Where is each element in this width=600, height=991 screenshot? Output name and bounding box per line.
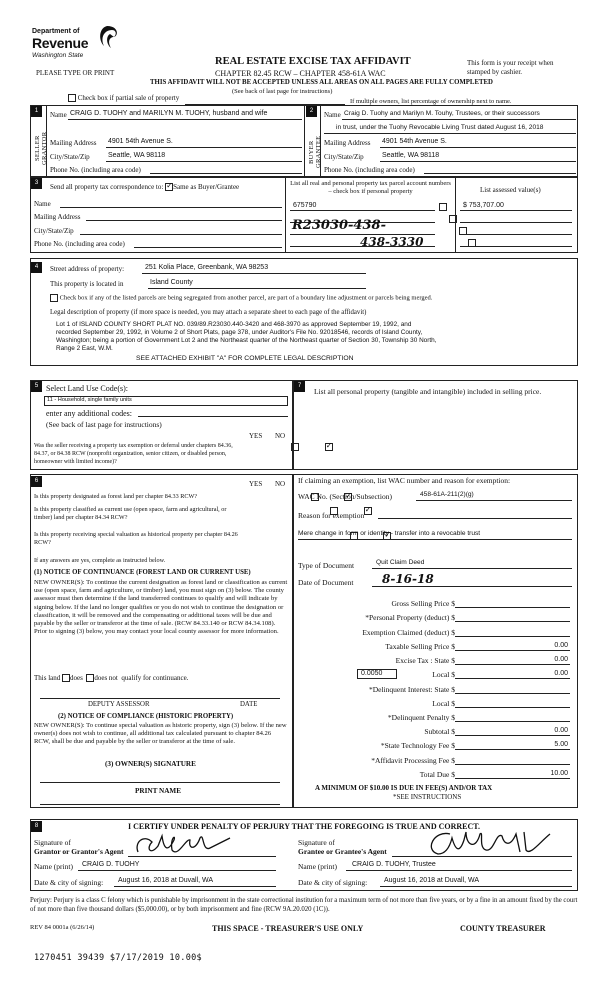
if-yes-note: If any answers are yes, complete as instructed below. [34, 557, 166, 564]
seller-city-label: City/State/Zip [50, 153, 90, 161]
sec3-phone-label: Phone No. (including area code) [34, 240, 125, 248]
please-type: PLEASE TYPE OR PRINT [36, 69, 115, 77]
partial-sale [68, 94, 179, 102]
fee-value[interactable]: 0.00 [554, 727, 568, 734]
segregate-label: Check box if any of the listed parcels are being segregated from another parcel, are part of a boundary line adjustment or parcels being merged. [59, 294, 433, 302]
does-label: does [70, 674, 83, 682]
grantor-sig-label-2: Grantor or Grantor's Agent [34, 847, 124, 856]
segregate-checkbox[interactable] [50, 294, 58, 302]
seller-name-label: Name [50, 111, 67, 119]
grantor-date-label: Date & city of signing: [34, 878, 104, 887]
section-2-badge: 2 [306, 106, 317, 117]
same-as-buyer-checkbox[interactable] [165, 183, 173, 191]
sec5-see-back: (See back of last page for instructions) [46, 420, 162, 429]
doc-date-label: Date of Document [298, 578, 354, 587]
handwritten-parcel-2: 438-3330 [360, 235, 424, 249]
historic-text: NEW OWNER(S): To continue special valuation as historic property, sign (3) below. If the new owner(s) does not wish to continue, all additional tax calculated pursuant to chapter 84.26 RCW, shall be due and payable by the seller or transferor at the time of sale. [34, 722, 287, 745]
fee-label: *Personal Property (deduct) $ [365, 613, 455, 622]
form-chapters: CHAPTER 82.45 RCW – CHAPTER 458-61A WAC [215, 69, 386, 78]
dor-logo [26, 24, 126, 68]
seller-grantor-label: SELLER GRANTOR [34, 131, 48, 165]
grantee-name[interactable]: CRAIG D. TUOHY, Trustee [352, 861, 436, 868]
fee-label: *Delinquent Penalty $ [387, 713, 455, 722]
current-use-question: Is this property classified as current use (open space, farm and agricultural, or timber) land per chapter 84.34 RCW? [34, 506, 227, 521]
doc-type-value[interactable]: Quit Claim Deed [376, 559, 425, 566]
rev-number: REV 84 0001a (6/26/14) [30, 924, 95, 931]
grantor-name-label: Name (print) [34, 862, 73, 871]
seller-mailing[interactable]: 4901 54th Avenue S. [108, 138, 173, 145]
legal-line-2: recorded September 29, 1992, in Volume 2 of Short Plats, page 378, under Auditor's File No. 92018546, records of Island County, [56, 329, 423, 336]
partial-sale-label: Check box if partial sale of property [77, 94, 180, 102]
parcel-number-1[interactable]: 675790 [293, 202, 317, 209]
fee-value[interactable]: 5.00 [554, 741, 568, 748]
personal-property-label: List all personal property (tangible and intangible) included in selling price. [314, 387, 542, 396]
deputy-assessor-label: DEPUTY ASSESSOR [88, 701, 150, 708]
wac-label: WAC No. (Section/Subsection) [298, 492, 392, 501]
see-back-note: (See back of last page for instructions) [232, 88, 333, 95]
street-address[interactable]: 251 Kolia Place, Greenbank, WA 98253 [145, 264, 269, 271]
logo-state: Washington State [32, 52, 84, 59]
treasurer-stamp: 1270451 39439 $7/17/2019 10.00$ [34, 953, 202, 963]
local-rate-value[interactable]: 0.0050 [357, 669, 397, 679]
sec3-name-label: Name [34, 200, 51, 208]
fee-label: Taxable Selling Price $ [385, 642, 455, 651]
logo-dept: Department of [32, 28, 80, 35]
fee-label: *State Technology Fee $ [380, 741, 455, 750]
buyer-grantee-label: BUYER GRANTEE [308, 135, 322, 169]
street-label: Street address of property: [50, 265, 125, 273]
personal-property-checkbox-2[interactable] [449, 215, 457, 223]
does-not-checkbox[interactable] [86, 674, 94, 682]
legal-label: Legal description of property (if more space is needed, you may attach a separate sheet to each page of the affidavit) [50, 309, 367, 316]
historic-title: (2) NOTICE OF COMPLIANCE (HISTORIC PROPERTY) [58, 713, 234, 720]
land-qualify-row [34, 674, 188, 682]
legal-line-1: Lot 1 of ISLAND COUNTY SHORT PLAT NO. 039/89.R23030.440-3420 and 468-3970 as approved September 19, 1992, and [56, 321, 412, 328]
fee-value[interactable]: 0.00 [554, 656, 568, 663]
seller-mailing-label: Mailing Address [50, 139, 97, 147]
sec6-no: NO [275, 480, 286, 488]
minimum-note: A MINIMUM OF $10.00 IS DUE IN FEE(S) AND/OR TAX [315, 784, 493, 792]
receipt-note: This form is your receipt when stamped by cashier. [467, 59, 554, 76]
fee-label: Subtotal $ [424, 727, 455, 736]
exhibit-note: SEE ATTACHED EXHIBIT "A" FOR COMPLETE LEGAL DESCRIPTION [136, 355, 354, 362]
buyer-mailing-label: Mailing Address [324, 139, 371, 147]
fee-label: Local $ [432, 699, 455, 708]
sec3-city-label: City/State/Zip [34, 227, 74, 235]
exemption-question: Was the seller receiving a property tax exemption or deferral under chapters 84.36, 84.37, or 84.38 RCW (nonprofit organization, senior citizen, or disabled person, homeowner with limited income)? [34, 443, 233, 465]
county-treasurer: COUNTY TREASURER [460, 924, 546, 933]
additional-codes-label: enter any additional codes: [46, 409, 132, 418]
sec6-yes: YES [249, 480, 263, 488]
deputy-date-label: DATE [240, 701, 258, 708]
qualify-label: qualify for continuance. [121, 674, 189, 682]
does-checkbox[interactable] [62, 674, 70, 682]
partial-sale-checkbox[interactable] [68, 94, 76, 102]
forest-question: Is this property designated as forest land per chapter 84.33 RCW? [34, 493, 198, 500]
seller-name[interactable]: CRAIG D. TUOHY and MARILYN M. TUOHY, husband and wife [70, 110, 268, 117]
continuance-text: NEW OWNER(S): To continue the current designation as forest land or classification as current use (open space, farm and agriculture, or timber) land, you must sign on (3) below. The county assessor must then determine if the land transferred continues to qualify and will indicate by signing below. If the land no longer qualifies or you do not wish to continue the designation or classification, it will be removed and the compensating or additional taxes will be due and payable by the seller or transferor at the time of sale. (RCW 84.33.140 or RCW 84.34.108). Prior to signing (3) below, you may contact your local county assessor for more information. [34, 579, 288, 636]
section-1-badge: 1 [31, 106, 42, 117]
send-correspondence [50, 183, 239, 191]
legal-line-4: Range 2 East, W.M. [56, 345, 113, 352]
does-not-label: does not [94, 674, 118, 682]
buyer-phone-label: Phone No. (including area code) [324, 166, 415, 174]
historic-question: Is this property receiving special valuation as historical property per chapter 84.26 RCW? [34, 531, 238, 546]
grantor-sig-label [34, 838, 124, 856]
doc-type-label: Type of Document [298, 561, 355, 570]
form-warning: THIS AFFIDAVIT WILL NOT BE ACCEPTED UNLESS ALL AREAS ON ALL PAGES ARE FULLY COMPLETED [150, 79, 493, 86]
this-land-label: This land [34, 674, 61, 682]
print-name-label: PRINT NAME [135, 787, 181, 795]
continuance-title: (1) NOTICE OF CONTINUANCE (FOREST LAND OR CURRENT USE) [34, 569, 251, 576]
buyer-mailing[interactable]: 4901 54th Avenue S. [382, 138, 447, 145]
seller-phone-label: Phone No. (including area code) [50, 166, 141, 174]
sec3-mailing-label: Mailing Address [34, 213, 81, 221]
certify-statement: I CERTIFY UNDER PENALTY OF PERJURY THAT THE FOREGOING IS TRUE AND CORRECT. [128, 822, 481, 831]
fee-label: *Affidavit Processing Fee $ [371, 756, 455, 765]
grantee-signature[interactable] [420, 826, 560, 860]
grantee-sig-label-2: Grantee or Grantee's Agent [298, 847, 387, 856]
reason-value[interactable]: Mere change in form or identity - transfer into a revocable trust [298, 530, 481, 537]
seller-city[interactable]: Seattle, WA 98118 [108, 152, 166, 159]
grantee-name-label: Name (print) [298, 862, 337, 871]
fee-label: Total Due $ [419, 770, 455, 779]
section-7-badge: 7 [294, 381, 305, 392]
sec5-yes: YES [249, 432, 263, 440]
reason-label: Reason for exemption [298, 511, 365, 520]
doc-date-value[interactable]: 8-16-18 [382, 572, 434, 586]
buyer-name-2[interactable]: in trust, under the Tuohy Revocable Living Trust dated August 16, 2018 [336, 124, 544, 131]
assessed-value-1[interactable]: $ 753,707.00 [463, 202, 504, 209]
buyer-name-label: Name [324, 111, 341, 119]
grantor-name[interactable]: CRAIG D. TUOHY [82, 861, 140, 868]
county-label: This property is located in [50, 280, 124, 288]
fee-value[interactable]: 0.00 [554, 670, 568, 677]
logo-revenue: Revenue [32, 35, 89, 51]
perjury-note: Perjury: Perjury is a class C felony which is punishable by imprisonment in the state correctional institution for a maximum term of not more than five years, or by a fine in an amount fixed by the court of not more than five thousand dollars ($5,000.00), or by both imprisonment and fine (RCW 9A.20.020 (1C)). [30, 897, 578, 913]
land-use-value: 11 - Household, single family units [47, 397, 132, 403]
personal-property-checkbox-1[interactable] [439, 203, 447, 211]
treasurer-space: THIS SPACE - TREASURER'S USE ONLY [212, 924, 364, 933]
grantee-sig-label-1: Signature of [298, 838, 335, 847]
grantee-date-label: Date & city of signing: [298, 878, 368, 887]
buyer-city-label: City/State/Zip [324, 153, 364, 161]
legal-line-3: Washington; being a portion of Government Lot 2 and the Northeast quarter of the Northeast quarter of Section 30, Township 30 North, [56, 337, 437, 344]
land-use-label: Select Land Use Code(s): [46, 384, 128, 393]
section-4-badge: 4 [31, 262, 42, 273]
fee-label: *Delinquent Interest: State $ [368, 685, 455, 694]
exemption-label: If claiming an exemption, list WAC number and reason for exemption: [298, 476, 511, 485]
fee-label: Local $ [432, 670, 455, 679]
see-instructions: *SEE INSTRUCTIONS [393, 793, 462, 801]
fee-label: Gross Selling Price $ [391, 599, 455, 608]
county-value[interactable]: Island County [150, 279, 193, 286]
section-6-badge: 6 [31, 476, 42, 487]
section-6-box [30, 474, 293, 808]
fee-value[interactable]: 10.00 [550, 770, 568, 777]
fee-label: Exemption Claimed (deduct) $ [362, 628, 455, 637]
grantee-date[interactable]: August 16, 2018 at Duvall, WA [384, 877, 480, 884]
fee-label: Excise Tax : State $ [395, 656, 455, 665]
section-5-badge: 5 [31, 381, 42, 392]
legal-description[interactable] [56, 321, 436, 353]
assessed-header: List assessed value(s) [480, 186, 541, 194]
segregate-row [50, 294, 432, 302]
grantor-signature[interactable] [130, 828, 240, 860]
parcel-header: List all real and personal property tax parcel account numbers – check box if personal property [290, 180, 451, 195]
grantee-sig-label [298, 838, 387, 856]
fee-value[interactable]: 0.00 [554, 642, 568, 649]
form-title: REAL ESTATE EXCISE TAX AFFIDAVIT [215, 56, 411, 67]
sec5-no: NO [275, 432, 286, 440]
send-correspondence-label: Send all property tax correspondence to: [50, 183, 164, 191]
grantor-date[interactable]: August 16, 2018 at Duvall, WA [118, 877, 214, 884]
multi-owner-note: If multiple owners, list percentage of ownership next to name. [350, 98, 512, 105]
same-as-buyer-label: Same as Buyer/Grantee [173, 183, 240, 191]
buyer-city[interactable]: Seattle, WA 98118 [382, 152, 440, 159]
handwritten-parcel-1: R23030-438- [292, 218, 386, 233]
owner-signature-label: (3) OWNER(S) SIGNATURE [105, 760, 196, 768]
section-3-badge: 3 [31, 178, 42, 189]
dor-swirl-icon [96, 24, 118, 52]
section-8-badge: 8 [31, 821, 42, 832]
grantor-sig-label-1: Signature of [34, 838, 71, 847]
buyer-name-1[interactable]: Craig D. Tuohy and Marilyn M. Touhy, Trustees, or their successors [344, 110, 540, 117]
wac-value[interactable]: 458-61A-211(2)(g) [420, 491, 474, 498]
